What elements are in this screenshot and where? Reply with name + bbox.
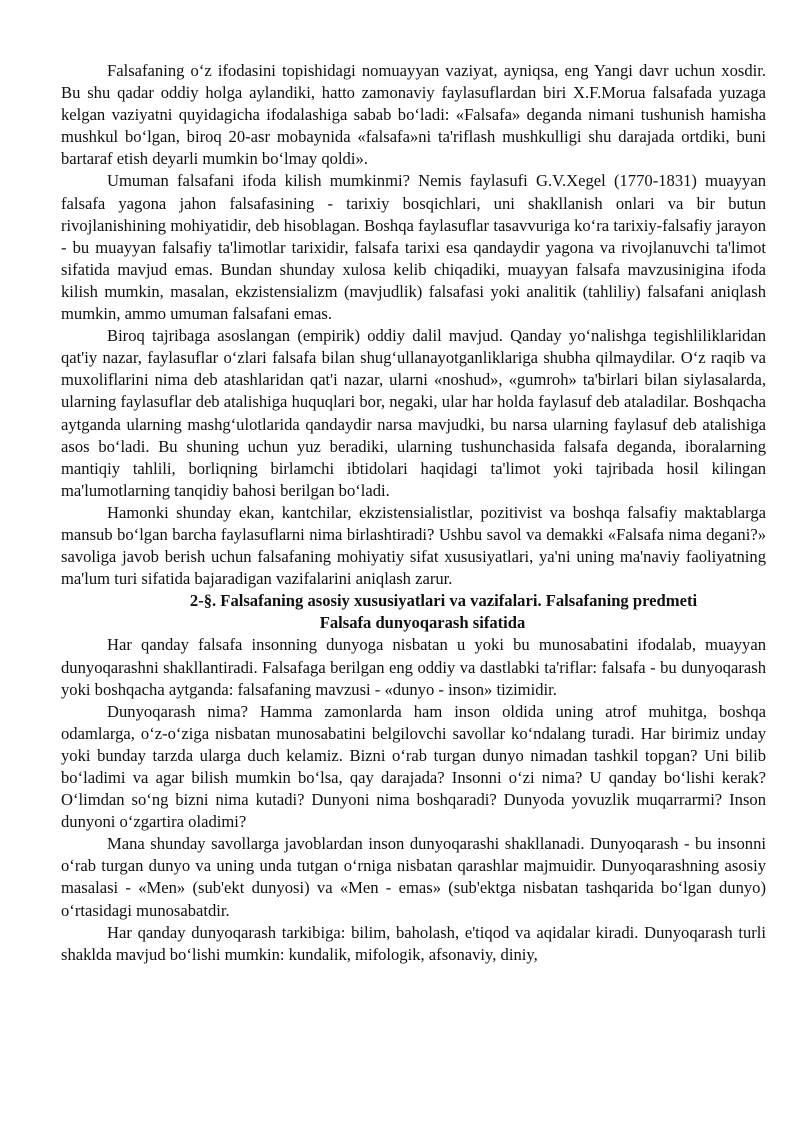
paragraph-worldview-questions: Dunyoqarash nima? Hamma zamonlarda ham inson oldida uning atrof muhitga, boshqa odamlarga, o‘z-o‘ziga nisbatan munosabatini belgilovchi savollar ko‘ndalang turadi. Har birimiz unday yoki bunday tarzda ularga duch kelamiz. Bizni o‘rab turgan dunyo nimadan tashkil topgan? Uni bilib bo‘ladimi va agar bilish mumkin bo‘lsa, qay darajada? Insonni o‘zi nima? U qanday bo‘lishi kerak? O‘limdan so‘ng bizni nima kutadi? Dunyoni nima boshqaradi? Dunyoda yovuzlik muqarrarmi? Inson dunyoni o‘zgartira oladimi? [61, 701, 766, 832]
paragraph-worldview-definition: Mana shunday savollarga javoblardan inson dunyoqarashi shakllanadi. Dunyoqarash - bu insonni o‘rab turgan dunyo va uning unda tutgan o‘rniga nisbatan qarashlar majmuidir. Dunyoqarashning asosiy masalasi - «Men» (sub'ekt dunyosi) va «Men - emas» (sub'ektga nisbatan tashqarida bo‘lgan dunyo) o‘rtasidagi munosabatdir. [61, 834, 766, 920]
paragraph-hegel-definition: Umuman falsafani ifoda kilish mumkinmi? Nemis faylasufi G.V.Xegel (1770-1831) muayyan falsafa yagona jahon falsafasining - tarixiy bosqichlari, uni shakllanish onlari va bir butun rivojlanishining mohiyatidir, deb hisoblagan. Boshqa faylasuflar tasavvuriga ko‘ra tarixiy-falsafiy jarayon - bu muayyan falsafiy ta'limotlar tarixidir, falsafa tarixi esa qandaydir yagona va rivojlanuvchi ta'limot sifatida mavjud emas. Bundan shunday xulosa kelib chiqadiki, muayyan falsafa mavzusinigina ifoda kilish mumkin, masalan, ekzistensializm (mavjudlik) falsafasi yoki analitik (tahliliy) falsafani aniqlash mumkin, ammo umuman falsafani emas. [61, 171, 766, 324]
paragraph-philosophical-schools: Hamonki shunday ekan, kantchilar, ekzistensialistlar, pozitivist va boshqa falsafiy maktablarga mansub bo‘lgan barcha faylasuflarni nima birlashtiradi? Ushbu savol va demakki «Falsafa nima degani?» savoliga javob berish uchun falsafaning mohiyatiy sifat xususiyatlari, ya'ni uning ma'naviy faoliyatning ma'lum turi sifatida bajaradigan vazifalarini aniqlash zarur. [61, 502, 766, 589]
section-heading: 2-§. Falsafaning asosiy xususiyatlari va vazifalari. Falsafaning predmeti [189, 591, 698, 611]
subsection-heading: Falsafa dunyoqarash sifatida [319, 613, 526, 633]
paragraph-worldview-components: Har qanday dunyoqarash tarkibiga: bilim, baholash, e'tiqod va aqidalar kiradi. Dunyoqarash turli shaklda mavjud bo‘lishi mumkin: kundalik, mifologik, afsonaviy, diniy, [61, 922, 766, 964]
document-page [61, 60, 766, 966]
paragraph-uncertain-situation: Falsafaning o‘z ifodasini topishidagi nomuayyan vaziyat, ayniqsa, eng Yangi davr uchun xosdir. Bu shu qadar oddiy holga aylandiki, hatto zamonaviy faylasuflardan biri X.F.Morua falsafada yuzaga kelgan vaziyatni quyidagicha ifodalashiga sabab bo‘ladi: «Falsafa» deganda nimani tushunish hamisha mushkul bo‘lgan, biroq 20-asr mobaynida «falsafa»ni ta'riflash mushkulligi shu darajada ortdiki, buni bartaraf etish deyarli mumkin bo‘lmay qoldi». [61, 61, 766, 169]
paragraph-worldview-intro: Har qanday falsafa insonning dunyoga nisbatan u yoki bu munosabatini ifodalab, muayyan dunyoqarashni shakllantiradi. Falsafaga berilgan eng oddiy va dastlabki ta'riflar: falsafa - bu dunyoqarash yoki boshqacha aytganda: falsafaning mavzusi - «dunyo - inson» tizimidir. [61, 635, 766, 699]
paragraph-empirical-fact: Biroq tajribaga asoslangan (empirik) oddiy dalil mavjud. Qanday yo‘nalishga tegishliliklaridan qat'iy nazar, faylasuflar o‘zlari falsafa bilan shug‘ullanayotganliklariga shubha qilmaydilar. O‘z raqib va muxoliflarini nima deb atashlaridan qat'i nazar, ularni «noshud», «gumroh» ta'birlari bilan siylasalarda, ularning faylasuflar deb atalishiga huquqlari bor, negaki, ular har holda faylasuf deb ataladilar. Boshqacha aytganda ularning mashg‘ulotlarida qandaydir narsa mavjudki, bu narsa ularning faylasuf deb atalishiga asos bo‘ladi. Bu shuning uchun yuz beradiki, ularning tushunchasida falsafa deganda, iboralarning mantiqiy tahlili, borliqning birlamchi ibtidolari haqidagi ta'limot yoki tajribada hosil kilingan ma'lumotlarning tanqidiy bahosi berilgan bo‘ladi. [61, 326, 766, 500]
